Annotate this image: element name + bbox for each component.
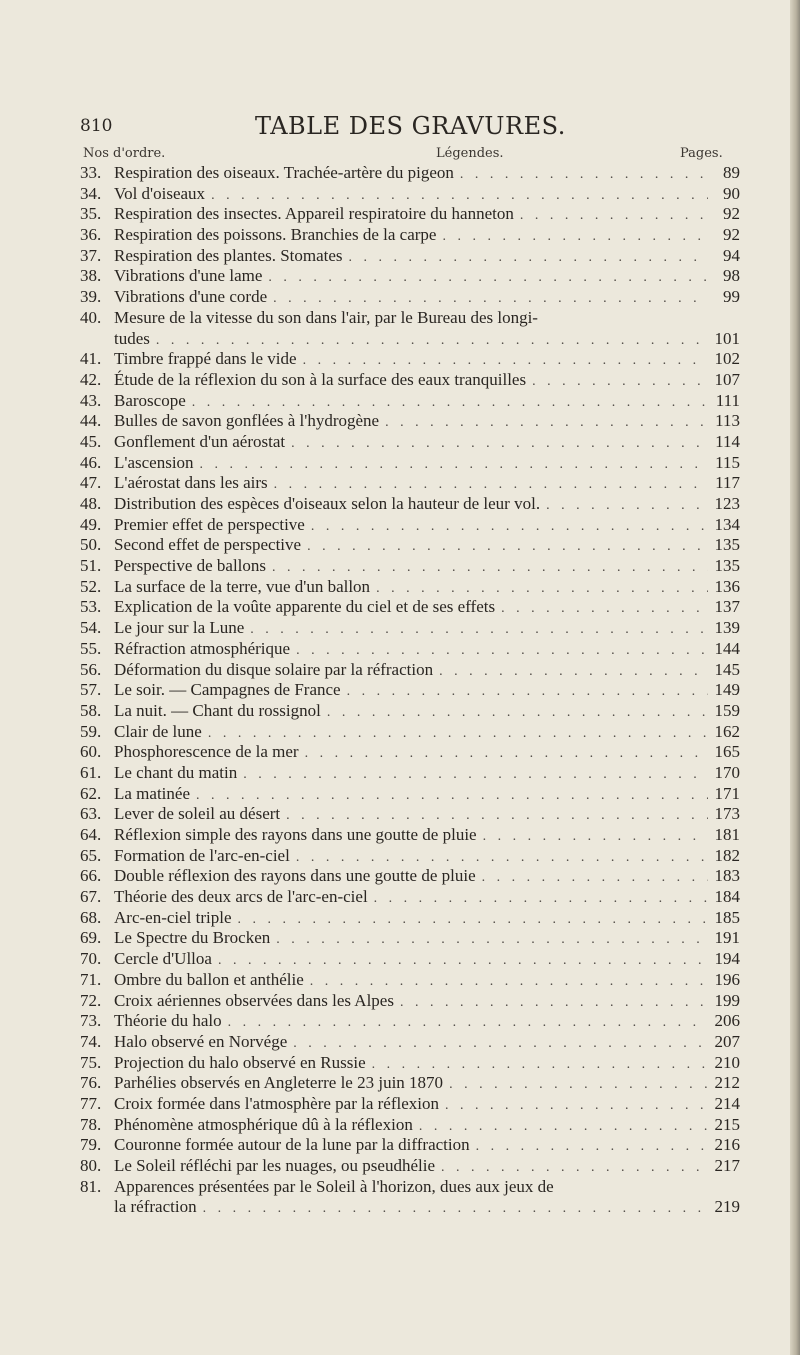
dot-leader [268,268,708,289]
dot-leader [347,682,708,703]
list-item [80,639,740,660]
dot-leader [385,413,708,434]
entry-label: Étude de la réflexion du son à la surface des eaux tranquilles [114,369,527,389]
list-item [80,1032,740,1053]
entry-number: 48. [80,494,102,513]
entry-page: 102 [714,349,740,369]
entry-number: 76. [80,1073,102,1093]
entry-label: Respiration des insectes. Appareil respiratoire du hanneton [114,204,514,224]
dot-leader [296,641,708,662]
entry-page: 212 [714,1073,740,1093]
list-item [80,515,740,536]
entry-number: 41. [80,349,102,369]
list-item [80,804,740,825]
dot-leader [460,165,708,186]
entry-number: 81. [80,1176,102,1196]
dot-leader [293,1034,708,1055]
entry-page: 181 [714,825,740,844]
entry-label: Double réflexion des rayons dans une goutte de pluie [114,866,476,886]
entry-number: 60. [80,742,102,762]
entry-number: 80. [80,1156,102,1175]
list-item [80,991,740,1012]
entry-label: Parhélies observés en Angleterre le 23 juin 1870 [114,1073,444,1093]
entry-label: Phénomène atmosphérique dû à la réflexion [114,1114,413,1134]
entry-label: L'aérostat dans les airs [114,473,268,493]
entry-number: 73. [80,1011,102,1031]
list-item [80,411,740,432]
entry-label: Perspective de ballons [114,556,267,576]
list-item [80,1115,740,1136]
entry-page: 159 [714,700,740,720]
entry-number: 40. [80,307,102,327]
entry-page: 117 [715,473,740,493]
dot-leader [274,475,708,496]
list-item [80,163,740,184]
entry-number: 57. [80,680,102,700]
entry-number: 34. [80,183,102,203]
entry-number: 50. [80,535,102,555]
entry-label: Clair de lune [114,721,202,741]
entry-label: Réfraction atmosphérique [114,638,291,658]
dot-leader [520,206,708,227]
entry-number: 67. [80,887,102,907]
entry-label: Le chant du matin [114,762,238,782]
dot-leader [200,455,708,476]
list-item [80,494,740,515]
entry-number: 63. [80,804,102,824]
entry-label: Mesure de la vitesse du son dans l'air, par le Bureau des longi- [114,307,538,327]
entry-page: 184 [714,887,740,907]
list-item [80,846,740,867]
dot-leader [449,1075,708,1096]
entry-label: La matinée [114,783,190,803]
dot-leader [327,703,708,724]
dot-leader [243,765,708,786]
list-item [80,184,740,205]
list-item [80,1011,740,1032]
list-item [80,680,740,701]
entry-label: Formation de l'arc-en-ciel [114,845,290,865]
entry-number: 52. [80,576,102,596]
entry-label: Apparences présentées par le Soleil à l'horizon, dues aux jeux de [114,1176,554,1196]
entry-number: 72. [80,990,102,1010]
entry-page: 135 [714,556,740,576]
dot-leader [238,910,708,931]
entry-number: 71. [80,969,102,989]
list-item [80,660,740,681]
entry-label: Réflexion simple des rayons dans une goutte de pluie [114,825,477,844]
entry-number: 75. [80,1052,102,1072]
list-item [80,432,740,453]
list-item [80,1073,740,1094]
entry-label: Théorie des deux arcs de l'arc-en-ciel [114,887,368,907]
entry-label: Halo observé en Norvége [114,1031,288,1051]
entry-page: 210 [714,1052,740,1072]
entry-number: 62. [80,783,102,803]
dot-leader [374,889,708,910]
entry-label: Croix aériennes observées dans les Alpes [114,990,394,1010]
dot-leader [192,393,708,414]
dot-leader [218,951,708,972]
dot-leader [296,848,708,869]
entry-page: 101 [714,328,740,348]
entry-page: 215 [714,1114,740,1134]
entry-label: Respiration des plantes. Stomates [114,245,343,265]
list-item [80,1094,740,1115]
dot-leader [349,248,708,269]
entry-number: 39. [80,287,102,307]
list-item [80,308,740,329]
dot-leader [291,434,708,455]
entry-number: 79. [80,1135,102,1155]
dot-leader [156,331,708,352]
entry-number: 36. [80,225,102,245]
list-item [80,866,740,887]
entry-number: 33. [80,163,102,182]
entry-page: 92 [723,204,740,224]
entry-label: Le soir. — Campagnes de France [114,680,341,700]
dot-leader [250,620,708,641]
entry-label: Vol d'oiseaux [114,183,206,203]
entry-number: 58. [80,700,102,720]
entry-number: 55. [80,638,102,658]
entry-number: 59. [80,721,102,741]
list-item [80,287,740,308]
entry-label: Bulles de savon gonflées à l'hydrogène [114,411,380,431]
entry-label: Explication de la voûte apparente du ciel et de ses effets [114,597,496,617]
entry-label: Vibrations d'une lame [114,266,263,286]
entry-page: 214 [714,1093,740,1113]
entry-label: Vibrations d'une corde [114,287,268,307]
list-item [80,908,740,929]
list-item [80,1177,740,1198]
entry-number: 77. [80,1093,102,1113]
list-item [80,246,740,267]
entry-page: 207 [714,1031,740,1051]
dot-leader [532,372,708,393]
entry-label: Distribution des espèces d'oiseaux selon la hauteur de leur vol. [114,494,541,513]
entry-page: 206 [714,1011,740,1031]
entry-page: 114 [715,431,740,451]
list-item [80,473,740,494]
entry-page: 191 [714,928,740,948]
entry-label: Le Soleil réfléchi par les nuages, ou pseudhélie [114,1156,435,1175]
entry-label: Ombre du ballon et anthélie [114,969,304,989]
entry-number: 56. [80,659,102,679]
dot-leader [196,786,708,807]
dot-leader [305,744,708,765]
entry-label: Projection du halo observé en Russie [114,1052,366,1072]
entry-page: 123 [714,494,740,513]
entry-label: La surface de la terre, vue d'un ballon [114,576,371,596]
dot-leader [441,1158,708,1179]
list-item [80,225,740,246]
dot-leader [483,827,708,848]
list-item-continuation [80,1197,740,1218]
entry-number: 44. [80,411,102,431]
list-item [80,1156,740,1177]
dot-leader [303,351,708,372]
entry-number: 53. [80,597,102,617]
entry-page: 185 [714,907,740,927]
dot-leader [276,930,708,951]
entry-page: 171 [714,783,740,803]
list-item [80,453,740,474]
entry-page: 217 [714,1156,740,1175]
entry-number: 46. [80,452,102,472]
column-header-pages: Pages. [680,146,723,161]
entry-page: 219 [714,1197,740,1217]
entry-number: 37. [80,245,102,265]
entry-number: 35. [80,204,102,224]
entry-page: 135 [714,535,740,555]
entry-page: 89 [723,163,740,182]
entry-page: 144 [714,638,740,658]
entry-label: Déformation du disque solaire par la réfraction [114,659,434,679]
dot-leader [203,1199,708,1220]
column-header-legendes: Légendes. [436,146,504,161]
entry-number: 61. [80,762,102,782]
dot-leader [546,496,708,517]
entry-number: 38. [80,266,102,286]
dot-leader [272,558,708,579]
list-item [80,1053,740,1074]
entry-number: 69. [80,928,102,948]
entry-page: 183 [714,866,740,886]
list-item [80,535,740,556]
entry-page: 182 [714,845,740,865]
entry-label: Cercle d'Ulloa [114,949,212,969]
column-header-ordre: Nos d'ordre. [83,146,166,161]
list-item [80,577,740,598]
entry-label: Arc-en-ciel triple [114,907,232,927]
entry-page: 111 [715,390,740,410]
dot-leader [228,1013,708,1034]
entry-number: 45. [80,431,102,451]
dot-leader [372,1055,708,1076]
list-item [80,763,740,784]
entry-label: Timbre frappé dans le vide [114,349,297,369]
page-edge [790,0,800,1355]
entry-number: 49. [80,514,102,534]
dot-leader [310,972,708,993]
entry-number: 51. [80,556,102,576]
entry-page: 170 [714,762,740,782]
entry-page: 99 [723,287,740,307]
list-item [80,597,740,618]
list-item [80,742,740,763]
entry-label: Baroscope [114,390,186,410]
entry-label-continuation: la réfraction [114,1197,197,1217]
dot-leader [211,186,708,207]
list-item [80,701,740,722]
entry-label: L'ascension [114,452,194,472]
list-item [80,1135,740,1156]
entry-page: 136 [714,576,740,596]
dot-leader [286,806,708,827]
entry-number: 54. [80,618,102,638]
entry-label: La nuit. — Chant du rossignol [114,700,321,720]
entry-number: 64. [80,825,102,844]
entry-label: Gonflement d'un aérostat [114,431,286,451]
entry-page: 216 [714,1135,740,1155]
list-item [80,970,740,991]
list-item [80,887,740,908]
entry-page: 107 [714,369,740,389]
entry-label: Lever de soleil au désert [114,804,281,824]
entry-label: Respiration des poissons. Branchies de la carpe [114,225,437,245]
entry-label: Théorie du halo [114,1011,222,1031]
dot-leader [400,993,708,1014]
entry-number: 68. [80,907,102,927]
page-number: 810 [80,116,113,136]
entry-label: Le Spectre du Brocken [114,928,271,948]
list-item [80,349,740,370]
dot-leader [482,868,708,889]
dot-leader [208,724,708,745]
entry-page: 145 [714,659,740,679]
entry-label: Croix formée dans l'atmosphère par la réflexion [114,1093,440,1113]
dot-leader [476,1137,708,1158]
list-item [80,825,740,846]
dot-leader [419,1117,708,1138]
entry-number: 78. [80,1114,102,1134]
dot-leader [307,537,708,558]
dot-leader [445,1096,708,1117]
dot-leader [439,662,708,683]
list-item [80,266,740,287]
list-item [80,784,740,805]
list-item [80,556,740,577]
entry-page: 115 [715,452,740,472]
entry-page: 134 [714,514,740,534]
entry-label: Phosphorescence de la mer [114,742,299,762]
entry-number: 74. [80,1031,102,1051]
list-item [80,391,740,412]
list-item [80,204,740,225]
entry-number: 70. [80,949,102,969]
entry-page: 165 [714,742,740,762]
entry-page: 90 [723,183,740,203]
entry-label: Second effet de perspective [114,535,302,555]
entry-page: 92 [723,225,740,245]
entry-label: Premier effet de perspective [114,514,305,534]
entry-label: Le jour sur la Lune [114,618,245,638]
entry-page: 173 [714,804,740,824]
entry-page: 139 [714,618,740,638]
entry-page: 113 [715,411,740,431]
dot-leader [376,579,708,600]
entry-number: 42. [80,369,102,389]
list-item [80,949,740,970]
dot-leader [273,289,708,310]
entry-page: 199 [714,990,740,1010]
list-item [80,928,740,949]
list-item [80,722,740,743]
entry-number: 65. [80,845,102,865]
dot-leader [501,599,708,620]
entry-page: 162 [714,721,740,741]
entry-label-continuation: tudes [114,328,150,348]
entry-label: Respiration des oiseaux. Trachée-artère du pigeon [114,163,454,182]
list-item-continuation [80,329,740,350]
table-of-figures [80,163,740,1218]
entry-number: 43. [80,390,102,410]
entry-page: 98 [723,266,740,286]
entry-number: 47. [80,473,102,493]
entry-page: 194 [714,949,740,969]
entry-page: 196 [714,969,740,989]
dot-leader [311,517,708,538]
entry-label: Couronne formée autour de la lune par la diffraction [114,1135,470,1155]
entry-page: 94 [723,245,740,265]
page-title: TABLE DES GRAVURES. [255,112,566,140]
list-item [80,618,740,639]
page-header [80,112,740,142]
entry-number: 66. [80,866,102,886]
list-item [80,370,740,391]
entry-page: 137 [714,597,740,617]
dot-leader [442,227,708,248]
entry-page: 149 [714,680,740,700]
